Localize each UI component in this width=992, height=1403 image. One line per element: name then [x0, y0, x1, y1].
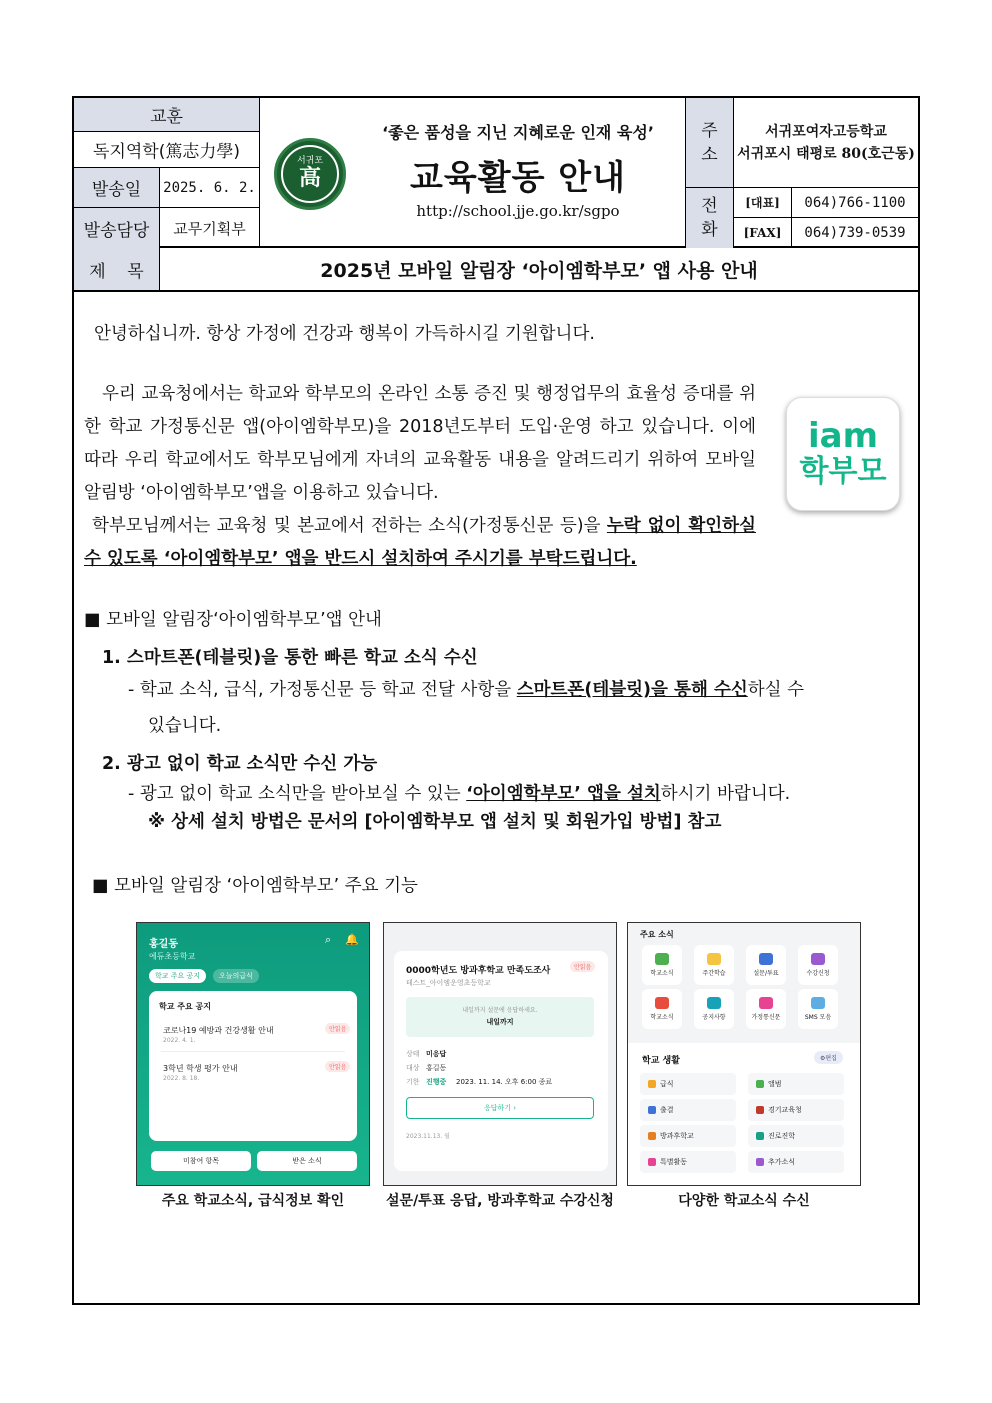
iam-logo-subtext: 학부모 [799, 454, 887, 489]
subject-title: 2025년 모바일 알림장 ‘아이엠학부모’ 앱 사용 안내 [320, 259, 758, 282]
caption-survey: 설문/투표 응답, 방과후학교 수강신청 [386, 1193, 614, 1209]
tab-meal[interactable]: 오늘의급식 [213, 969, 259, 983]
unread-badge: 안읽음 [325, 1061, 350, 1072]
motto-value: 독지역학(篤志力學) [74, 132, 260, 168]
caption-menu: 다양한 학교소식 수신 [678, 1193, 810, 1209]
quick-menu-survey[interactable] [746, 945, 786, 985]
quick-menu-letters[interactable] [746, 989, 786, 1029]
survey-card [394, 951, 608, 1171]
edit-button[interactable]: ⚙편집 [814, 1051, 843, 1064]
item1-pre: - 학교 소식, 급식, 가정통신문 등 학교 전달 사항을 [128, 680, 512, 700]
school-name-app: 에듀초등학교 [149, 952, 196, 961]
intro-paragraph: 우리 교육청에서는 학교와 학부모의 온라인 소통 증진 및 행정업무의 효율성 증대를 위한 학교 가정통신문 앱(아이엠학부모)을 2018년도부터 도입·운영 하고 있습니다. 이에 따라 우리 학교에서도 학부모님에게 자녀의 교육활동 내용을 알려드리기 위하여 모바일 알림방 ‘아이엠학부모’앱을 이용하고 있습니다. [84, 384, 756, 503]
doc-title: 교육활동 안내 [410, 158, 626, 198]
sent-date-label: 발송일 [74, 168, 160, 208]
notice-card-title: 학교 주요 공지 [159, 1002, 211, 1011]
status-value: 미응답 [426, 1050, 447, 1058]
life-label: 앨범 [768, 1080, 782, 1088]
app-screenshot-menu [627, 922, 861, 1186]
school-life-panel [628, 1043, 860, 1186]
unread-badge: 안읽음 [570, 961, 595, 972]
school-name: 서귀포여자고등학교 [765, 123, 887, 140]
respond-button[interactable]: 응답하기 › [406, 1097, 594, 1119]
life-label: 추가소식 [768, 1158, 796, 1166]
item1-title: 1. 스마트폰(테블릿)을 통한 빠른 학교 소식 수신 [102, 648, 478, 668]
tel-number: 064)766-1100 [792, 188, 918, 218]
life-label: 급식 [660, 1080, 674, 1088]
address-block [734, 98, 918, 188]
bell-icon[interactable]: 🔔 [345, 933, 359, 946]
quick-label: 공지사항 [702, 1014, 726, 1021]
item2-pre: - 광고 없이 학교 소식만을 받아보실 수 있는 [128, 784, 461, 804]
school-address: 서귀포시 태평로 80(호근동) [737, 145, 915, 162]
notice-date: 2022. 4. 1. [163, 1037, 196, 1044]
address-label: 주 소 [686, 98, 734, 188]
quick-menu-school-news[interactable] [642, 945, 682, 985]
life-item-attendance[interactable] [640, 1099, 736, 1121]
quick-label: 학교소식 [650, 1014, 674, 1021]
user-name: 홍길동 [149, 939, 178, 950]
request-emphasis: 누락 없이 확인하실 수 있도록 ‘아이엠학부모’ 앱을 반드시 설치하여 주시기를 부탁드립니다. [84, 516, 756, 569]
deadline-hint: 내일까지 설문에 응답하세요. [462, 1007, 538, 1014]
quick-label: SMS 모음 [804, 1014, 832, 1021]
status-label: 상태 [406, 1050, 420, 1058]
received-news-button[interactable]: 받은 소식 [257, 1151, 357, 1171]
section-features: ■ 모바일 알림장 ‘아이엠학부모’ 주요 기능 [92, 876, 418, 896]
life-label: 방과후학교 [660, 1132, 694, 1140]
deadline-box [406, 997, 594, 1037]
header-table [74, 98, 918, 248]
dept-value: 교무기획부 [160, 208, 260, 248]
quick-label: 학교소식 [650, 970, 674, 977]
item2-emphasis: ‘아이엠학부모’ 앱을 설치 [466, 784, 661, 804]
survey-title: 0000학년도 방과후학교 만족도조사 [406, 966, 551, 976]
quick-label: 수강신청 [806, 970, 830, 977]
school-life-title: 학교 생활 [642, 1056, 680, 1066]
request-paragraph [84, 510, 756, 576]
fax-tag: [FAX] [734, 218, 792, 248]
life-item-gyeonggi[interactable] [748, 1099, 844, 1121]
life-item-meal[interactable] [640, 1073, 736, 1095]
school-url[interactable]: http://school.jje.go.kr/sgpo [416, 202, 620, 220]
iam-logo-text: iam [807, 416, 879, 456]
deadline-value: 2023. 11. 14. 오후 6:00 종료 [456, 1078, 553, 1086]
life-label: 특별활동 [660, 1158, 688, 1166]
school-slogan: ‘좋은 품성을 지닌 지혜로운 인재 육성’ [382, 123, 654, 142]
iam-app-icon [786, 397, 900, 511]
target-label: 대상 [406, 1064, 420, 1072]
phone-label: 전 화 [686, 188, 734, 248]
request-text: 학부모님께서는 교육청 및 본교에서 전하는 소식(가정통신문 등)을 [92, 516, 601, 536]
quick-label: 가정통신문 [751, 1014, 781, 1021]
life-label: 경기교육청 [768, 1106, 802, 1114]
item1-emphasis: 스마트폰(테블릿)을 통해 수신 [516, 680, 748, 700]
section-app-guide: ■ 모바일 알림장‘아이엠학부모’앱 안내 [84, 610, 382, 630]
deadline-label: 기한 [406, 1078, 420, 1086]
greeting: 안녕하십니까. 항상 가정에 건강과 행복이 가득하시길 기원합니다. [94, 324, 595, 344]
school-logo [274, 138, 346, 210]
install-note: ※ 상세 설치 방법은 문서의 [아이엠학부모 앱 설치 및 회원가입 방법] 참고 [148, 812, 722, 832]
notice-item[interactable]: 3학년 학생 평가 안내 [163, 1064, 238, 1073]
survey-school: 테스트_아이엠운영초등학교 [406, 979, 491, 987]
pending-items-button[interactable]: 미참여 항목 [151, 1151, 251, 1171]
caption-home: 주요 학교소식, 급식정보 확인 [161, 1193, 345, 1209]
deadline-text: 내일까지 [486, 1018, 514, 1026]
notice-date: 2022. 8. 18. [163, 1075, 200, 1082]
app-screenshot-home [136, 922, 370, 1186]
subject-row [74, 248, 918, 292]
survey-date: 2023.11.13. 월 [406, 1133, 450, 1140]
sent-date-value: 2025. 6. 2. [160, 168, 260, 208]
quick-label: 주간학습 [702, 970, 726, 977]
life-label: 진로진학 [768, 1132, 796, 1140]
life-item-album[interactable] [748, 1073, 844, 1095]
title-block [260, 98, 686, 248]
subject-label: 제 목 [74, 248, 160, 290]
search-icon[interactable]: ⌕ [325, 933, 332, 946]
motto-label: 교훈 [74, 98, 260, 132]
tab-notice[interactable]: 학교 주요 공지 [149, 969, 206, 983]
quick-menu-sms[interactable] [798, 989, 838, 1029]
item1-post: 하실 수 [747, 680, 805, 700]
notice-item[interactable]: 코로나19 예방과 건강생활 안내 [163, 1026, 274, 1035]
life-item-more[interactable] [748, 1151, 844, 1173]
notice-card [149, 991, 357, 1141]
logo-text: 서귀포 [296, 156, 324, 166]
dept-label: 발송담당 [74, 208, 160, 248]
app-screenshot-survey [383, 922, 617, 1186]
target-value: 홍길동 [426, 1064, 447, 1072]
item2-title: 2. 광고 없이 학교 소식만 수신 가능 [102, 754, 378, 774]
fax-number: 064)739-0539 [804, 225, 906, 241]
quick-menu-school-news-2[interactable] [642, 989, 682, 1029]
quick-menu-notice[interactable] [694, 989, 734, 1029]
life-item-activities[interactable] [640, 1151, 736, 1173]
quick-menu-weekly[interactable] [694, 945, 734, 985]
divider [161, 1051, 345, 1052]
main-news-title: 주요 소식 [640, 930, 674, 939]
life-label: 출결 [660, 1106, 674, 1114]
life-item-career[interactable] [748, 1125, 844, 1147]
life-item-afterschool[interactable] [640, 1125, 736, 1147]
quick-menu-enroll[interactable] [798, 945, 838, 985]
item1-text-cont: 있습니다. [148, 716, 222, 736]
logo-emblem: 高 [298, 166, 321, 191]
tel-tag: [대표] [734, 188, 792, 218]
deadline-status: 진행중 [426, 1078, 447, 1086]
item1-text [128, 674, 912, 707]
unread-badge: 안읽음 [325, 1023, 350, 1034]
quick-label: 설문/투표 [753, 970, 779, 977]
item2-post: 하시기 바랍니다. [660, 784, 791, 804]
